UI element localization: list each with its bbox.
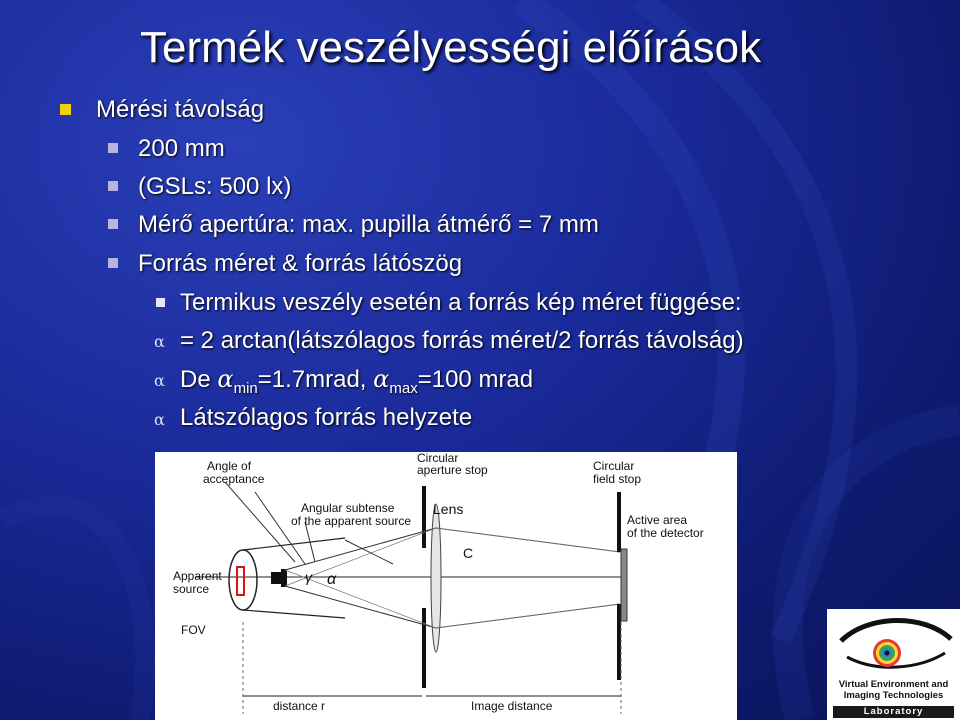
bullet-200mm: 200 mm [138,135,225,162]
label-c: C [463,545,474,561]
label-apparent-source: Apparent [173,569,222,583]
bullet-arctan-formula: = 2 arctan(látszólagos forrás méret/2 forrás távolság) [180,327,744,354]
label-lens: Lens [433,501,464,517]
bullet-aperture: Mérő apertúra: max. pupilla átmérő = 7 mm [138,211,599,238]
bullet-apparent-source-position: Látszólagos forrás helyzete [180,404,473,431]
aperture-stop-bottom [422,608,426,688]
label-alpha: α [327,571,337,588]
alpha-max-subscript: max [389,380,418,397]
bullet-alpha-limits [180,364,533,395]
bullet-square-icon [108,258,118,268]
logo-line-3: Laboratory [833,706,954,718]
field-stop-bottom [617,604,621,680]
lens-shape [431,504,441,652]
label-fov: FOV [181,623,206,637]
label-gamma: γ [305,569,312,585]
bullet-square-icon [60,104,71,115]
eye-logo-icon [827,609,960,679]
fov-cone-bottom [243,610,345,618]
label-angular-subtense: of the apparent source [291,514,412,528]
label-active-area: of the detector [627,526,704,540]
aperture-stop-top [422,486,426,548]
logo-line-2: Imaging Technologies [843,690,944,701]
alpha-bullet-icon: α [154,371,165,390]
bullet-thermal-hazard: Termikus veszély esetén a forrás kép méret függése: [180,289,742,316]
alpha-symbol: α [217,365,234,393]
bullet-source-size: Forrás méret & forrás látószög [138,250,463,277]
bullet-square-icon [108,143,118,153]
logo-line-1: Virtual Environment and [838,679,949,690]
alpha-limits-prefix: De [180,366,218,393]
alpha-min-value: =1.7mrad, [257,366,374,393]
alpha-max-value: =100 mrad [417,366,534,393]
bullet-gsls: (GSLs: 500 lx) [138,173,292,200]
alpha-bullet-icon: α [154,410,165,429]
apparent-source-marker [237,567,244,595]
label-apparent-source: source [173,582,210,596]
bullet-square-icon [108,219,118,229]
bullet-square-icon [108,181,118,191]
alpha-min-subscript: min [233,380,258,397]
bullet-measurement-distance: Mérési távolság [96,96,265,123]
label-angle-of-acceptance: acceptance [203,472,265,486]
alpha-bullet-icon: α [154,332,165,351]
slide-title: Termék veszélyességi előírások [140,23,762,72]
label-angular-subtense: Angular subtense [301,501,395,515]
bullet-square-icon [156,298,165,307]
lab-logo [827,609,960,720]
detector-active-area [621,549,627,621]
label-distance-r: distance r [273,699,326,713]
optical-measurement-diagram [155,452,737,720]
field-stop-top [617,492,621,552]
label-angle-of-acceptance: Angle of [207,459,252,473]
source-block [281,569,287,587]
source-block [271,572,281,584]
label-image-distance: Image distance [471,699,553,713]
diagram-svg [155,452,737,720]
label-circular-field-stop: Circular [593,459,635,473]
label-active-area: Active area [627,513,688,527]
label-circular-aperture: aperture stop [417,463,488,477]
label-circular-aperture: Circular [417,452,459,465]
alpha-symbol: α [373,365,390,393]
label-circular-field-stop: field stop [593,472,642,486]
